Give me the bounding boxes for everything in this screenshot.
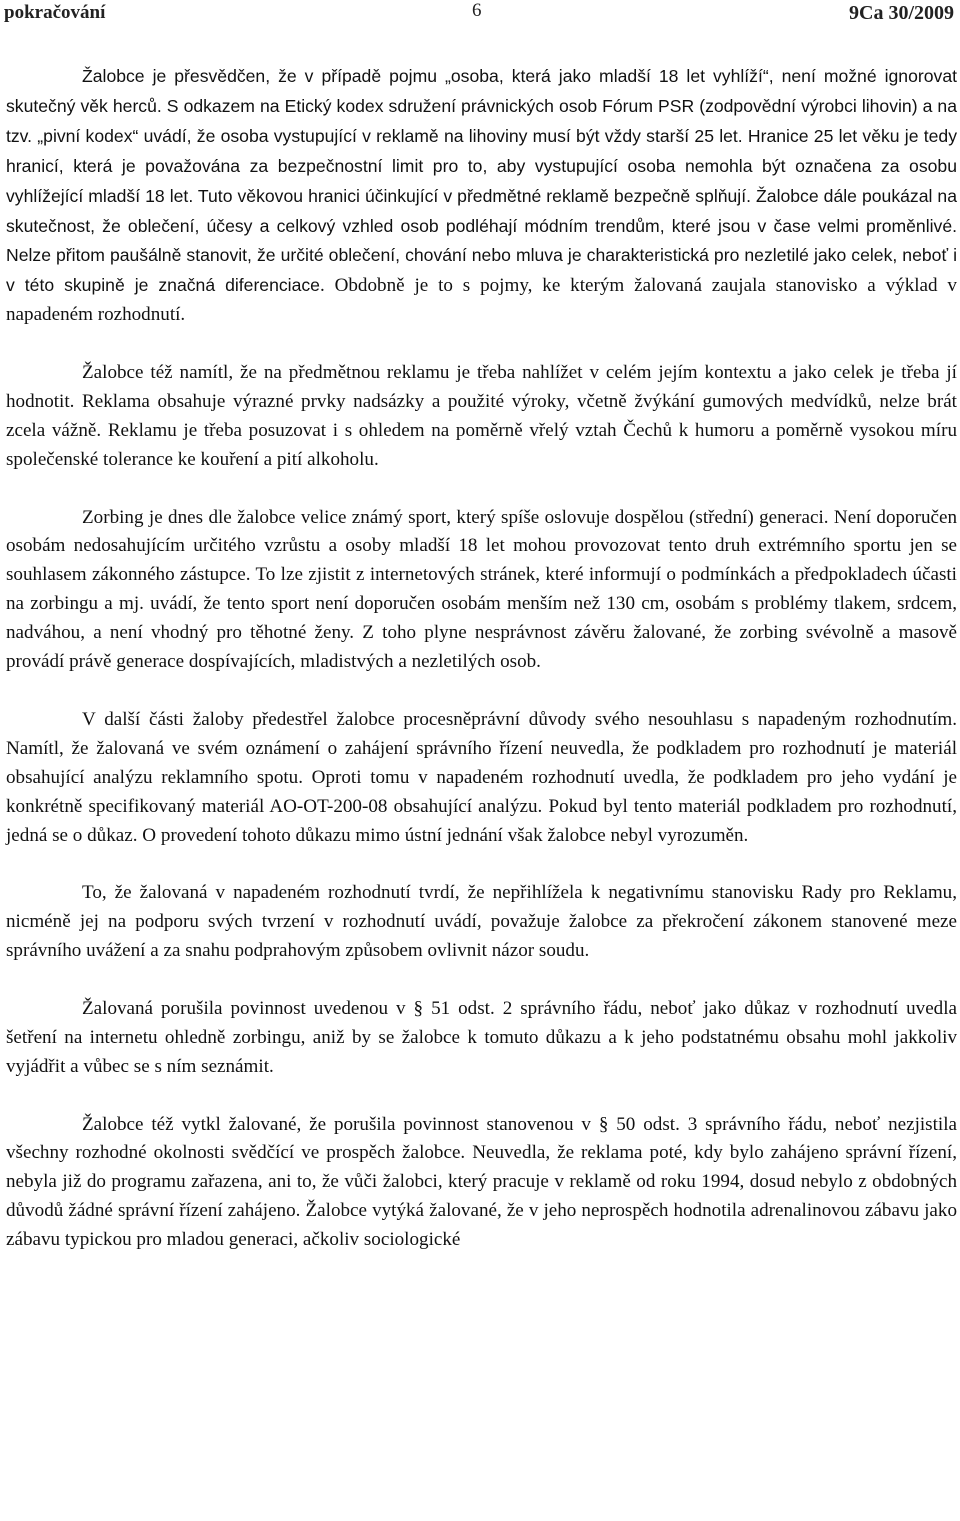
paragraph-7 — [6, 1111, 957, 1256]
paragraph-text: Žalobce též vytkl žalované, že porušila povinnost stanovenou v § 50 odst. 3 správního řádu, neboť nezjistila všechny rozhodné okolnosti svědčící ve prospěch žalobce. Neuvedla, že reklama poté, kdy bylo zahájeno správní řízení, nebyla již do programu zařazena, ani to, že vůči žalobci, který pracuje v reklamě od roku 1994, dosud nebylo z obdobných důvodů žádné správní řízení zahájeno. Žalobce vytýká žalované, že v jeho neprospěch hodnotila adrenalinovou zábavu jako zábavu typickou pro mladou generaci, ačkoliv sociologické — [6, 1113, 957, 1251]
case-number: 9Ca 30/2009 — [849, 2, 954, 24]
document-body — [6, 62, 957, 1255]
paragraph-text: Zorbing je dnes dle žalobce velice známý sport, který spíše oslovuje dospělou (střední) generaci. Není doporučen osobám nedosahujícím určitého vzrůstu a osoby mladší 18 let mohou provozovat tento druh extrémního sportu jen se souhlasem zákonného zástupce. To lze zjistit z internetových stránek, které informují o podmínkách a předpokladech účasti na zorbingu a mj. uvádí, že tento sport není doporučen osobám menším než 130 cm, osobám s problémy tlakem, srdcem, nadváhou, a není vhodný pro těhotné ženy. Z toho plyne nesprávnost závěru žalované, že zorbing svévolně a masově provádí právě generace dospívajících, mladistvých a nezletilých osob. — [6, 506, 957, 673]
paragraph-gap — [6, 677, 957, 706]
paragraph-text: To, že žalovaná v napadeném rozhodnutí tvrdí, že nepřihlížela k negativnímu stanovisku Rady pro Reklamu, nicméně jej na podporu svých tvrzení v rozhodnutí uvádí, považuje žalobce za překročení zákonem stanovené meze správního uvážení a za snahu podprahovým způsobem ovlivnit názor soudu. — [6, 882, 957, 962]
paragraph-1 — [6, 62, 957, 330]
paragraph-4 — [6, 706, 957, 851]
paragraph-2 — [6, 359, 957, 475]
paragraph-3 — [6, 504, 957, 677]
paragraph-gap — [6, 1082, 957, 1111]
paragraph-text: Žalobce též namítl, že na předmětnou reklamu je třeba nahlížet v celém jejím kontextu a jako celek je třeba jí hodnotit. Reklama obsahuje výrazné prvky nadsázky a použité výroky, včetně žvýkání gumových medvídků, nelze brát zcela vážně. Reklamu je třeba posuzovat i s ohledem na poměrně vřelý vztah Čechů k humoru a poměrně vysokou míru společenské tolerance ke kouření a pití alkoholu. — [6, 362, 957, 470]
paragraph-gap — [6, 966, 957, 995]
paragraph-gap — [6, 475, 957, 504]
paragraph-text: . Obdobně je to s pojmy, ke kterým žalovaná zaujala stanovisko a výklad v napadeném rozhodnutí. — [6, 275, 957, 326]
paragraph-text: V další části žaloby předestřel žalobce procesněprávní důvody svého nesouhlasu s napadeným rozhodnutím. Namítl, že žalovaná ve svém oznámení o zahájení správního řízení neuvedla, že podkladem pro rozhodnutí je materiál obsahující analýzu reklamního spotu. Oproti tomu v napadeném rozhodnutí uvedla, že podkladem pro jeho vydání je konkrétně specifikovaný materiál AO-OT-200-08 obsahující analýzu. Pokud byl tento materiál podkladem pro rozhodnutí, jedná se o důkaz. O provedení tohoto důkazu mimo ústní jednání však žalobce nebyl vyrozuměn. — [6, 708, 957, 846]
paragraph-text: Žalovaná porušila povinnost uvedenou v § 51 odst. 2 správního řádu, neboť jako důkaz v rozhodnutí uvedla šetření na internetu ohledně zorbingu, aniž by se žalobce k tomuto důkazu a k jeho podstatnému obsahu mohl jakkoliv vyjádřit a vůbec se s ním seznámit. — [6, 997, 957, 1077]
paragraph-text: Žalobce je přesvědčen, že v případě pojmu „osoba, která jako mladší 18 let vyhlíží“, není možné ignorovat skutečný věk herců. S odkazem na Etický kodex sdružení právnických osob Fórum PSR (zodpovědní výrobci lihovin) a na tzv. „pivní kodex“ uvádí, že osoba vystupující v reklamě na lihoviny musí být vždy starší 25 let. Hranice 25 let věku je tedy hranicí, která je považována za bezpečnostní limit pro to, aby vystupující osoba nemohla být označena za osobu vyhlížející mladší 18 let. Tuto věkovou hranici účinkující v předmětné reklamě bezpečně splňují. Žalobce dále poukázal na skutečnost, že oblečení, účesy a celkový vzhled osob podléhají módním trendům, které jsou v čase velmi proměnlivé. Nelze přitom paušálně stanovit, že určité oblečení, chování nebo mluva je charakteristická pro nezletilé jako celek, neboť i v této skupině je značná diferenciace — [6, 66, 957, 296]
page-number: 6 — [472, 0, 482, 21]
page-header — [0, 0, 960, 30]
paragraph-gap — [6, 330, 957, 359]
paragraph-6 — [6, 995, 957, 1082]
continuation-label: pokračování — [4, 2, 106, 23]
paragraph-5 — [6, 879, 957, 966]
paragraph-gap — [6, 850, 957, 879]
